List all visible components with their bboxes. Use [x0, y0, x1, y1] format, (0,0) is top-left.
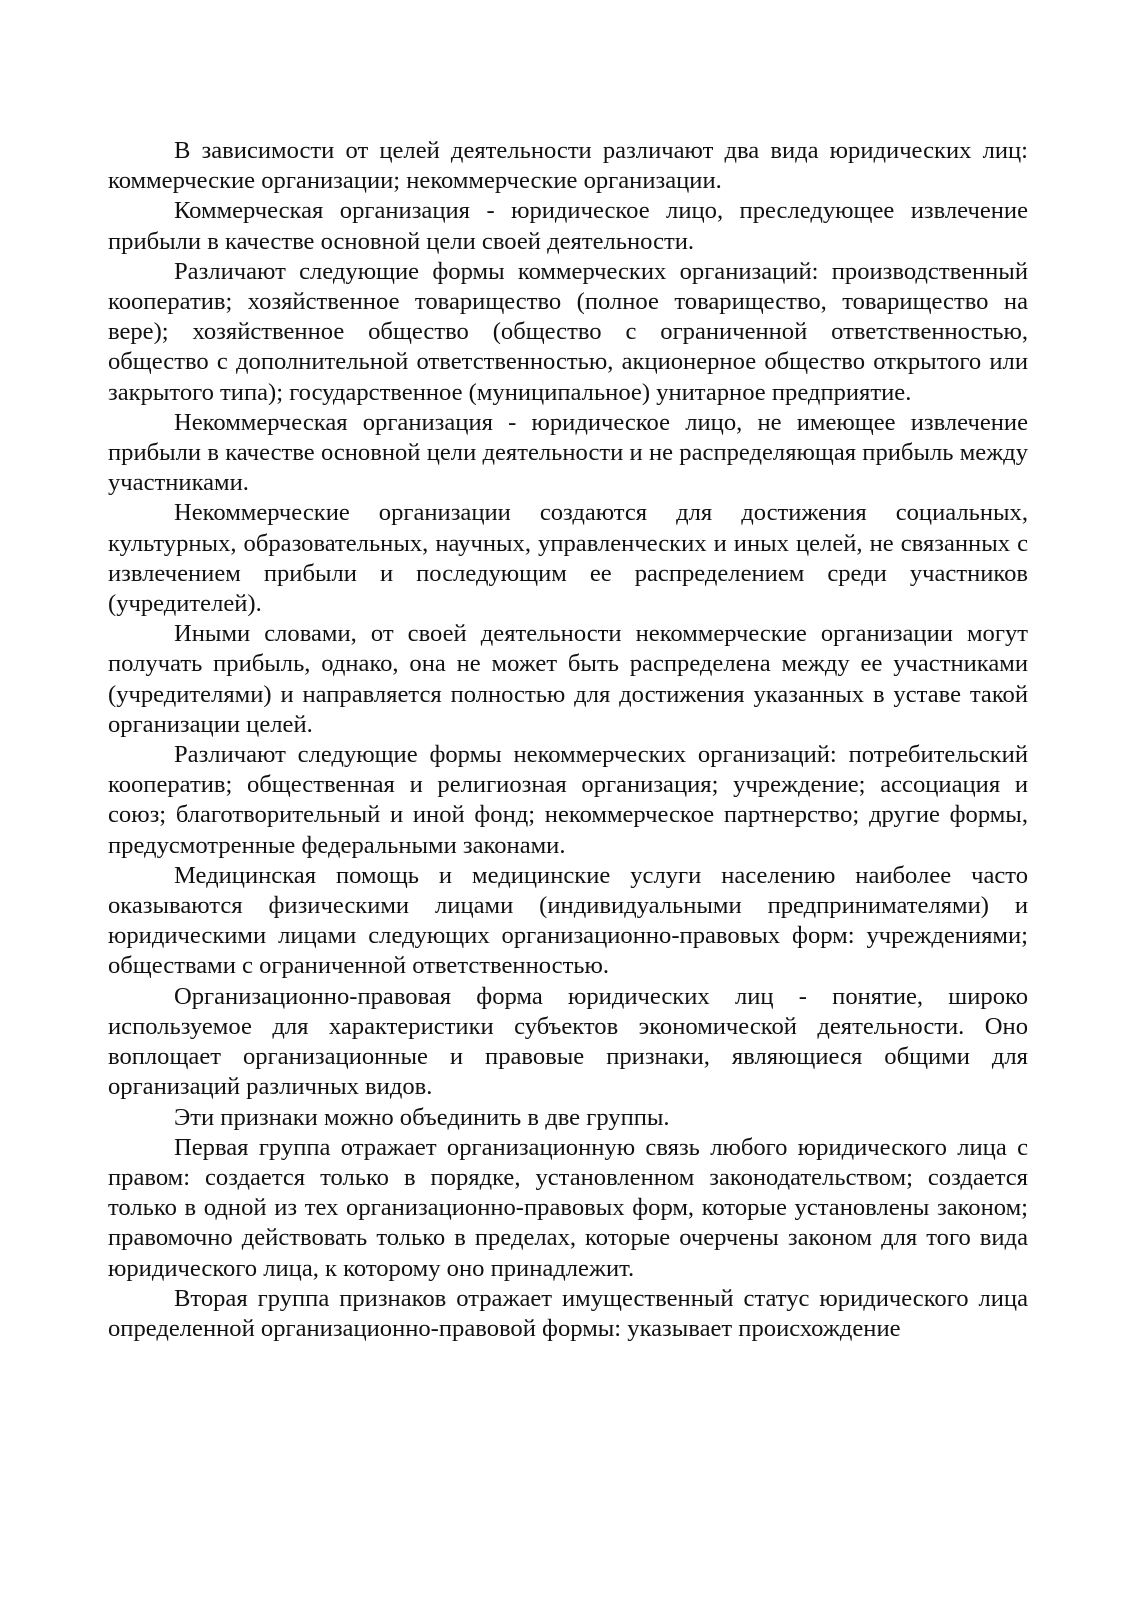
paragraph-legal-entity-types: В зависимости от целей деятельности различают два вида юридических лиц: коммерческие организации; некоммерческие организации.: [108, 137, 1028, 195]
paragraph-commercial-definition: Коммерческая организация - юридическое лицо, преследующее извлечение прибыли в качестве основной цели своей деятельности.: [108, 197, 1028, 255]
paragraph-two-groups: Эти признаки можно объединить в две группы.: [174, 1103, 670, 1131]
paragraph-commercial-forms: Различают следующие формы коммерческих организаций: производственный кооператив; хозяйственное товарищество (полное товарищество, товарищество на вере); хозяйственное общество (общество с ограниченной ответственностью, общество с дополнительной ответственностью, акционерное общество открытого или закрытого типа); государственное (муниципальное) унитарное предприятие.: [108, 257, 1028, 406]
paragraph-legal-form-concept: Организационно-правовая форма юридических лиц - понятие, широко используемое для характеристики субъектов экономической деятельности. Оно воплощает организационные и правовые признаки, являющиеся общими для организаций различных видов.: [108, 982, 1028, 1101]
paragraph-noncommercial-forms: Различают следующие формы некоммерческих организаций: потребительский кооператив; общественная и религиозная организация; учреждение; ассоциация и союз; благотворительный и иной фонд; некоммерческое партнерство; другие формы, предусмотренные федеральными законами.: [108, 741, 1028, 859]
paragraph-noncommercial-goals: Некоммерческие организации создаются для достижения социальных, культурных, образовательных, научных, управленческих и иных целей, не связанных с извлечением прибыли и последующим ее распределением среди участников (учредителей).: [108, 499, 1028, 618]
paragraph-second-group: Вторая группа признаков отражает имущественный статус юридического лица определенной организационно-правовой формы: указывает происхождение: [108, 1284, 1028, 1342]
paragraph-noncommercial-definition: Некоммерческая организация - юридическое лицо, не имеющее извлечение прибыли в качестве основной цели деятельности и не распределяющая прибыль между участниками.: [108, 408, 1028, 497]
paragraph-noncommercial-profit: Иными словами, от своей деятельности некоммерческие организации могут получать прибыль, однако, она не может быть распределена между ее участниками (учредителями) и направляется полностью для достижения указанных в уставе такой организации целей.: [108, 620, 1028, 738]
paragraph-medical-services: Медицинская помощь и медицинские услуги населению наиболее часто оказываются физическими лицами (индивидуальными предпринимателями) и юридическими лицами следующих организационно-правовых форм: учреждениями; обществами с ограниченной ответственностью.: [108, 861, 1028, 980]
document-page: [108, 136, 1028, 1344]
paragraph-first-group: Первая группа отражает организационную связь любого юридического лица с правом: создается только в порядке, установленном законодательством; создается только в одной из тех организационно-правовых форм, которые установлены законом; правомочно действовать только в пределах, которые очерчены законом для того вида юридического лица, к которому оно принадлежит.: [108, 1133, 1028, 1282]
